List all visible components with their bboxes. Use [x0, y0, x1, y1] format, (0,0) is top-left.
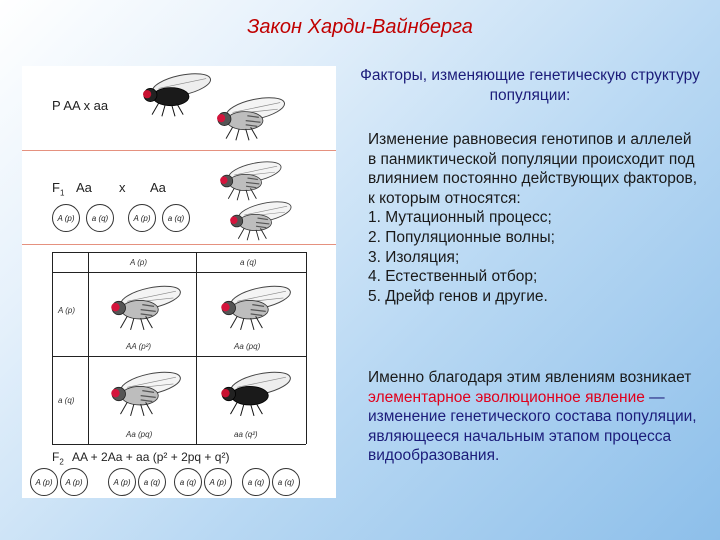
conclusion-highlight: элементарное эволюционное явление — [368, 388, 645, 406]
gamete-circle: a (q) — [272, 468, 300, 496]
row-header: a (q) — [58, 396, 75, 405]
cell-label: Aa (pq) — [126, 430, 153, 439]
subtitle: Факторы, изменяющие генетическую структуру популяции: — [360, 67, 700, 104]
gamete-circle: A (p) — [52, 204, 80, 232]
fly-dark-icon — [134, 70, 216, 120]
cell-label: AA (p²) — [126, 342, 152, 351]
p-generation-label: P AA x aa — [52, 98, 109, 113]
factor-item: 1. Мутационный процесс; — [368, 209, 552, 227]
cell-label: Aa (pq) — [234, 342, 261, 351]
gamete-circle: a (q) — [174, 468, 202, 496]
f1-genotype-2: Aa — [150, 180, 166, 195]
col-header: a (q) — [240, 258, 257, 267]
factor-item: 5. Дрейф генов и другие. — [368, 287, 548, 305]
divider — [22, 244, 336, 245]
factor-item: 2. Популяционные волны; — [368, 228, 555, 246]
conclusion-part1: Именно благодаря этим явлениям возникает — [368, 369, 692, 386]
f2-formula: AA + 2Aa + aa (p² + 2pq + q²) — [72, 450, 230, 464]
cell-label: aa (q²) — [234, 430, 258, 439]
fly-light-icon — [212, 282, 296, 334]
f1-genotype-1: Aa — [76, 180, 92, 195]
fly-light-icon — [102, 282, 186, 334]
page-title: Закон Харди-Вайнберга — [247, 16, 473, 38]
hardy-weinberg-figure — [22, 66, 336, 498]
gamete-circle: a (q) — [86, 204, 114, 232]
gamete-circle: a (q) — [138, 468, 166, 496]
col-header: A (p) — [130, 258, 148, 267]
f1-cross: x — [119, 180, 126, 195]
fly-light-icon — [102, 368, 186, 420]
conclusion-part2: — изменение генетического состава популяции, являющееся начальным этапом процесса видообразования. — [368, 388, 697, 465]
gamete-circle: A (p) — [30, 468, 58, 496]
conclusion-text — [368, 368, 698, 466]
gamete-circle: a (q) — [162, 204, 190, 232]
fly-dark-icon — [212, 368, 296, 420]
f1-label: $F_1$ — [52, 180, 65, 198]
gamete-circle: a (q) — [242, 468, 270, 496]
gamete-circle: A (p) — [60, 468, 88, 496]
gamete-circle: A (p) — [108, 468, 136, 496]
factors-text — [368, 130, 698, 306]
fly-light-icon — [222, 198, 296, 244]
factors-intro: Изменение равновесия генотипов и аллелей в панмиктической популяции происходит под влиянием постоянно действующих факторов, к которым относятся: — [368, 131, 698, 207]
f2-label: $F_2$ — [52, 450, 64, 467]
factor-item: 4. Естественный отбор; — [368, 268, 538, 286]
fly-light-icon — [208, 94, 290, 144]
row-header: A (p) — [58, 306, 76, 315]
divider — [22, 150, 336, 151]
factor-item: 3. Изоляция; — [368, 248, 460, 266]
gamete-circle: A (p) — [128, 204, 156, 232]
gamete-circle: A (p) — [204, 468, 232, 496]
